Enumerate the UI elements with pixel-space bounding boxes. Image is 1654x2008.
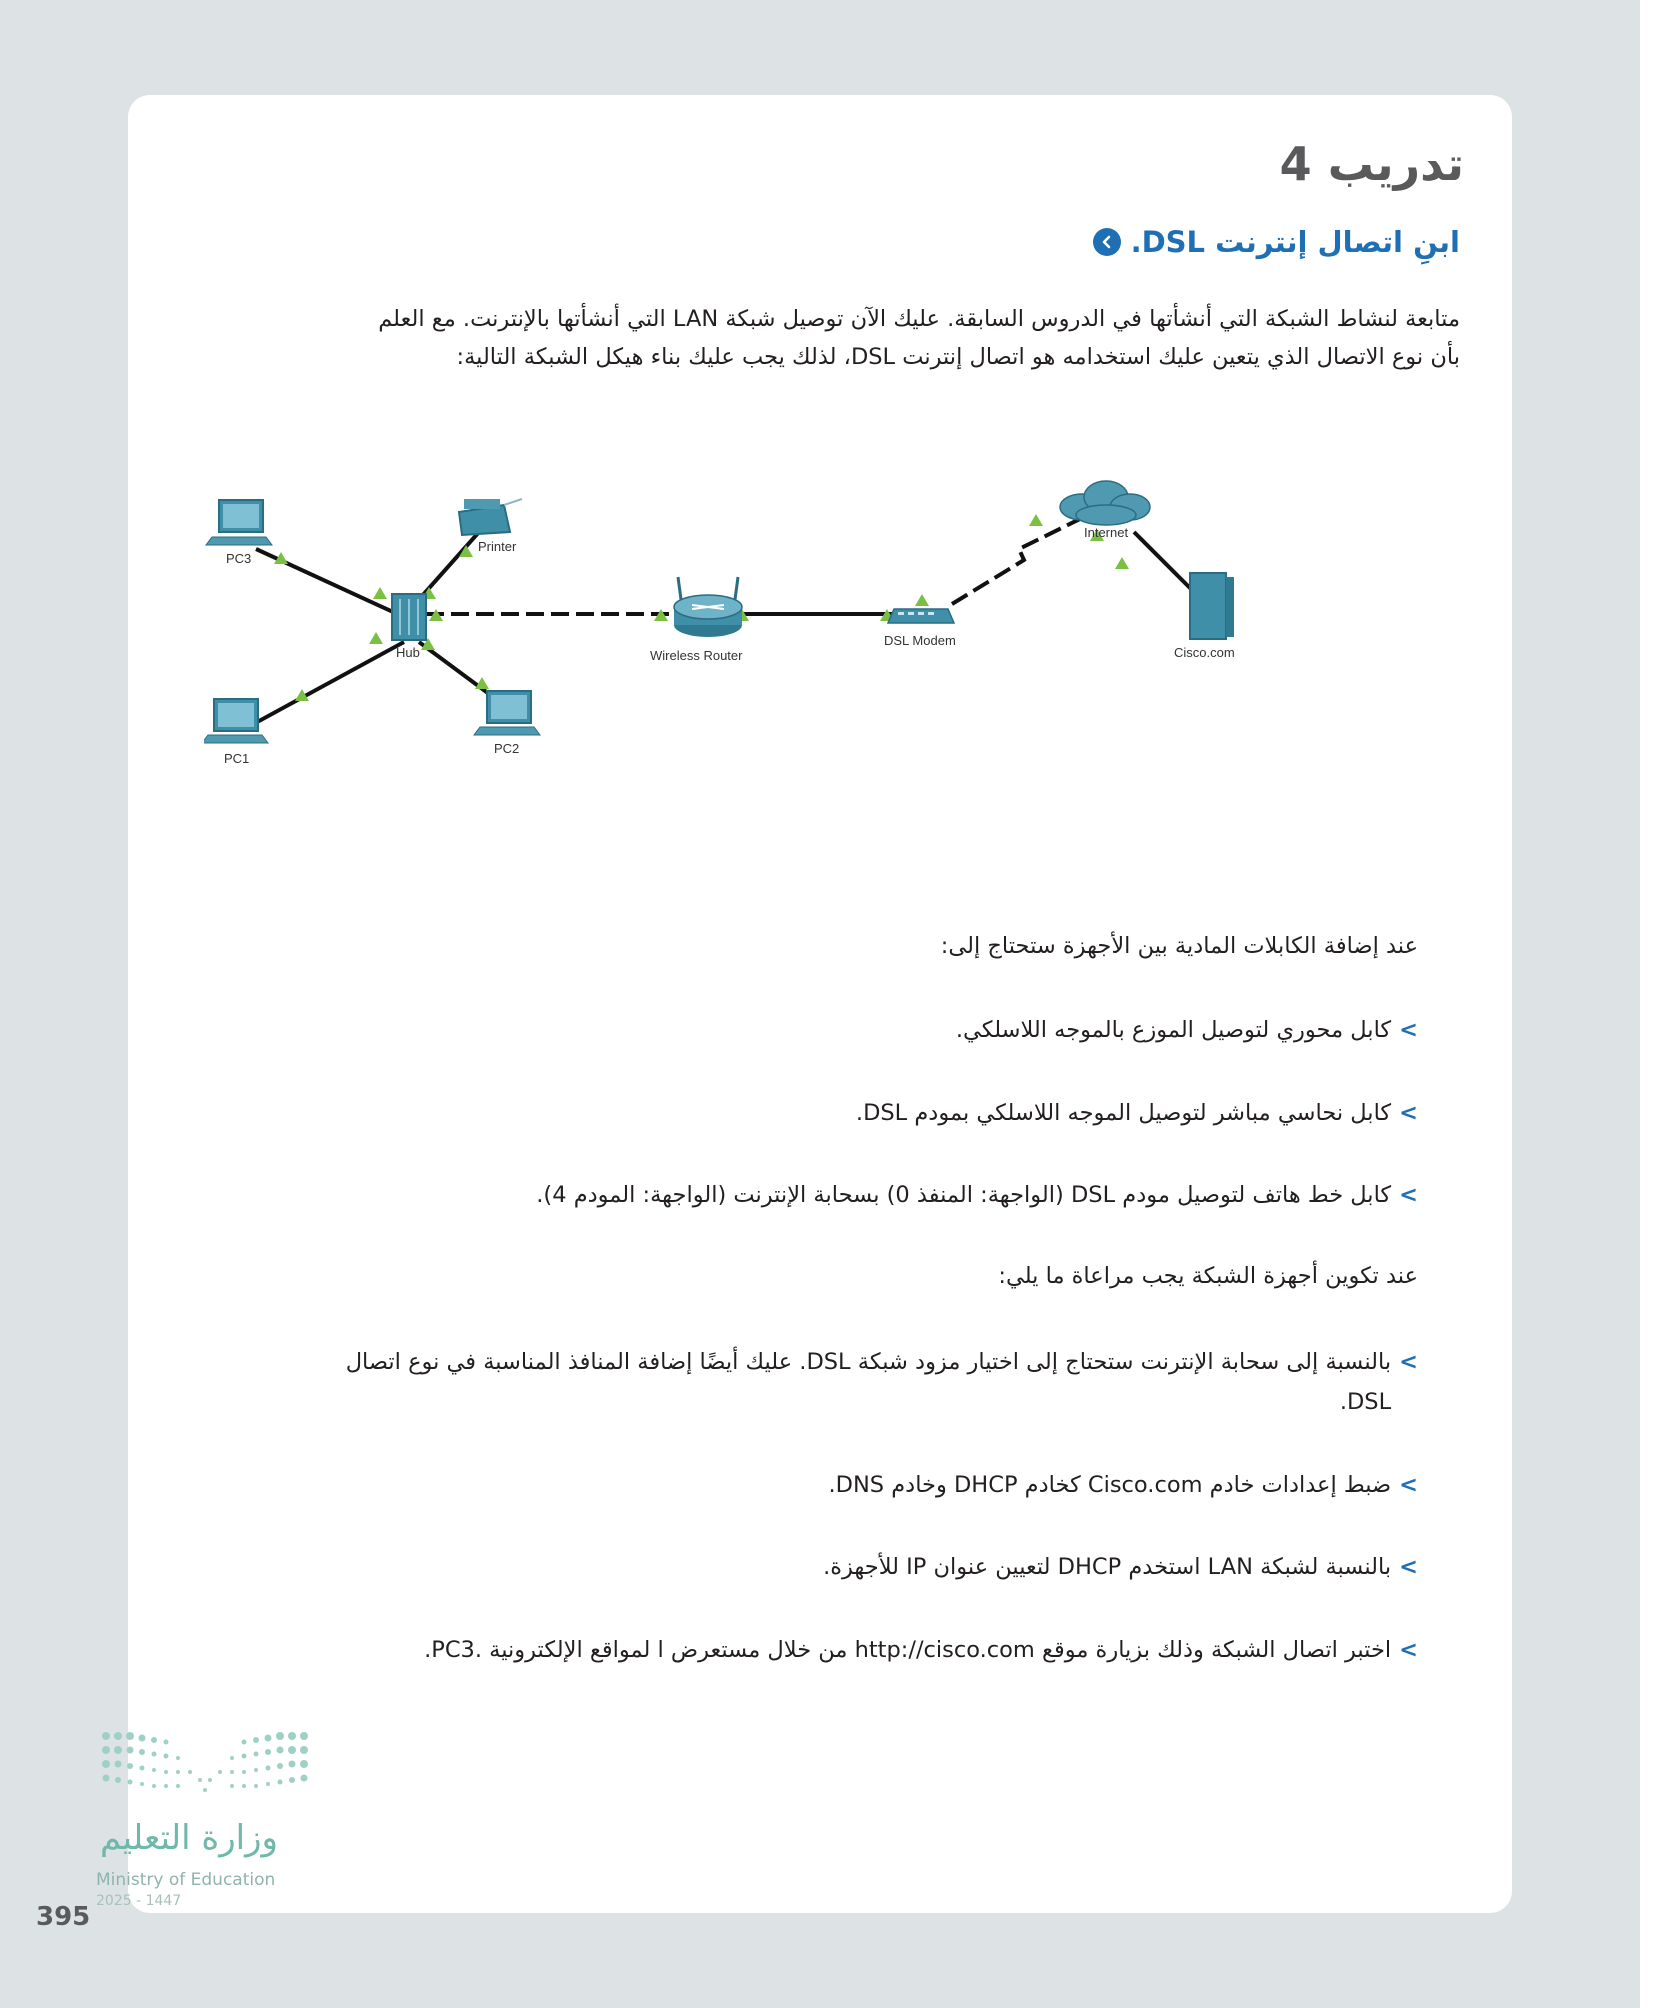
pc2-label: PC2 [494,741,520,756]
bullet-chevron-icon: > [1399,1349,1418,1375]
dashed-links [426,517,1084,614]
bullet-chevron-icon: > [1399,1017,1418,1043]
cloud-icon [1060,481,1150,525]
config-item-4-text: اختبر اتصال الشبكة وذلك بزيارة موقع http://cisco.com من خلال مستعرض ا لمواقع الإلكترونية .PC3. [424,1637,1392,1663]
router-label: Wireless Router [650,648,743,663]
printer-label: Printer [478,539,517,554]
cable-item-2 [856,1093,1418,1133]
pc1-label: PC1 [224,751,250,766]
hub-label: Hub [396,645,420,660]
page-title: تدريب 4 [1279,137,1464,191]
internet-label: Internet [1084,525,1129,540]
academic-year: 2025 - 1447 [96,1893,182,1909]
pc2-device[interactable] [474,691,540,756]
intro-line-2: بأن نوع الاتصال الذي يتعين عليك استخدامه هو اتصال إنترنت DSL، لذلك يجب عليك بناء هيكل الشبكة التالية: [456,344,1460,370]
pc-icon [204,699,268,743]
server-label: Cisco.com [1174,645,1235,660]
pc-icon [474,691,540,735]
pc1-device[interactable] [204,699,268,766]
network-diagram [204,477,1424,837]
hub-device[interactable] [392,594,426,660]
pc3-device[interactable] [206,500,272,566]
server-icon [1190,573,1234,639]
pc-icon [206,500,272,545]
intro-line-1: متابعة لنشاط الشبكة التي أنشأتها في الدروس السابقة. عليك الآن توصيل شبكة LAN التي أنشأتها بالإنترنت. مع العلم [378,306,1460,332]
pc3-label: PC3 [226,551,252,566]
bullet-chevron-icon: > [1399,1100,1418,1126]
bullet-chevron-icon: > [1399,1182,1418,1208]
bullet-chevron-icon: > [1399,1472,1418,1498]
config-item-4 [424,1630,1418,1670]
port-marker [1115,557,1129,569]
server-device[interactable] [1174,573,1235,660]
chevron-icon [1093,228,1121,256]
config-item-3-text: بالنسبة لشبكة LAN استخدم DHCP لتعيين عنوان IP للأجهزة. [823,1554,1392,1580]
config-item-1-line-2: DSL. [1339,1389,1392,1415]
config-item-1 [346,1342,1418,1422]
page-edge-strip [1640,0,1654,2008]
ministry-name-en: Ministry of Education [96,1870,276,1890]
port-marker [915,594,929,606]
cable-item-1-text: كابل محوري لتوصيل الموزع بالموجه اللاسلكي. [955,1017,1392,1043]
config-item-3 [823,1547,1418,1587]
config-intro: عند تكوين أجهزة الشبكة يجب مراعاة ما يلي: [998,1263,1418,1289]
cables-intro: عند إضافة الكابلات المادية بين الأجهزة ستحتاج إلى: [940,933,1418,959]
config-item-1-line-1: بالنسبة إلى سحابة الإنترنت ستحتاج إلى اختيار مزود شبكة DSL. عليك أيضًا إضافة المنافذ المناسبة في نوع اتصال [345,1349,1392,1375]
cable-item-2-text: كابل نحاسي مباشر لتوصيل الموجه اللاسلكي بمودم DSL. [855,1100,1392,1126]
config-item-1-text [346,1342,1391,1422]
modem-icon [888,609,954,623]
ministry-name-ar: وزارة التعليم [100,1818,278,1858]
router-icon [674,577,742,637]
bullet-chevron-icon: > [1399,1554,1418,1580]
config-item-2 [828,1465,1418,1505]
cable-item-3-text: كابل خط هاتف لتوصيل مودم DSL (الواجهة: المنفذ 0) بسحابة الإنترنت (الواجهة: المودم 4). [536,1182,1392,1208]
link-modem-cloud [952,517,1084,604]
printer-icon [459,499,522,535]
cable-item-1 [956,1010,1418,1050]
cable-item-3 [536,1175,1418,1215]
intro-paragraph [200,300,1460,376]
config-item-2-text: ضبط إعدادات خادم Cisco.com كخادم DHCP وخادم DNS. [828,1472,1392,1498]
internet-cloud-device[interactable] [1060,481,1150,540]
link-pc1-hub [248,642,404,727]
bullet-chevron-icon: > [1399,1637,1418,1663]
port-marker [373,587,387,599]
port-marker [1029,514,1043,526]
subtitle-text: ابنِ اتصال إنترنت DSL. [1130,225,1460,259]
hub-icon [392,594,426,640]
dsl-modem-device[interactable] [884,609,956,648]
section-subtitle [1093,225,1460,259]
port-marker [369,632,383,644]
content-card [128,95,1512,1913]
page-number: 395 [36,1902,91,1932]
modem-label: DSL Modem [884,633,956,648]
